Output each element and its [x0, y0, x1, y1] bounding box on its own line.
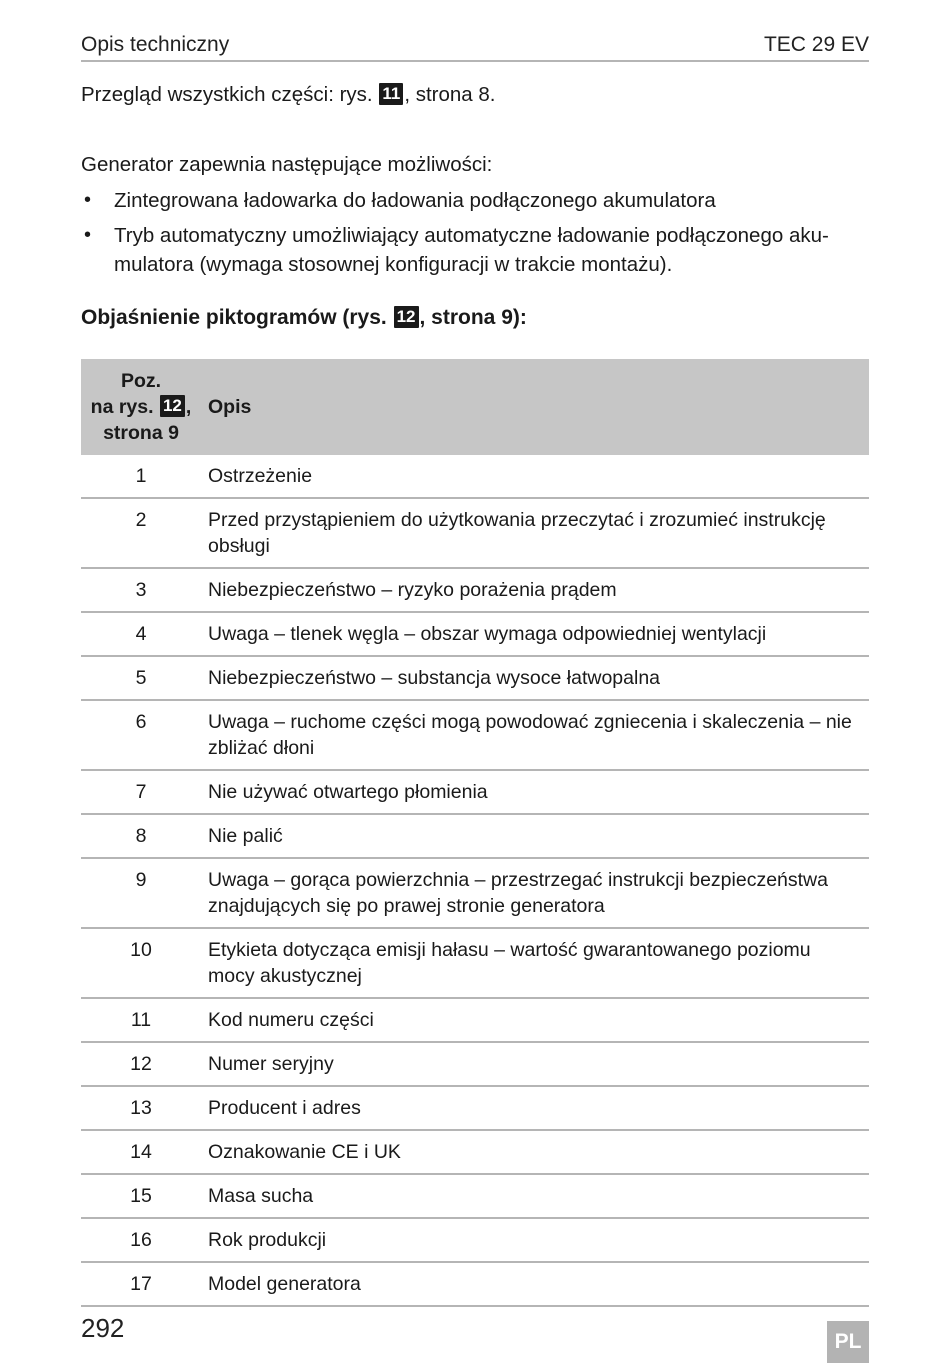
intro-text: Generator zapewnia następujące możliwości:	[81, 153, 493, 176]
pos-header-line2	[81, 394, 201, 420]
table-row	[81, 1130, 869, 1174]
row-position: 1	[81, 455, 201, 498]
row-description: Przed przystąpieniem do użytkowania przeczytać i zrozumieć instrukcję obsługi	[201, 498, 869, 568]
row-description: Producent i adres	[201, 1086, 869, 1130]
table-row	[81, 455, 869, 498]
row-position: 16	[81, 1218, 201, 1262]
row-position: 12	[81, 1042, 201, 1086]
header-model-name: TEC 29 EV	[763, 33, 869, 56]
table-row	[81, 498, 869, 568]
table-row	[81, 656, 869, 700]
table-row	[81, 928, 869, 998]
row-position: 17	[81, 1262, 201, 1306]
header-section-title: Opis techniczny	[81, 33, 230, 56]
page-number: 292	[81, 1313, 125, 1343]
table-row	[81, 1174, 869, 1218]
pos-header-ref: na rys.	[90, 396, 154, 418]
table-row	[81, 858, 869, 928]
feature-item: • Zintegrowana ładowarka do ładowania podłączonego akumulatora	[81, 186, 869, 215]
row-position: 8	[81, 814, 201, 858]
table-row	[81, 814, 869, 858]
row-position: 14	[81, 1130, 201, 1174]
row-description: Oznakowanie CE i UK	[201, 1130, 869, 1174]
overview-prefix: Przegląd wszystkich części: rys.	[81, 83, 373, 106]
figure-12-badge: 12	[394, 306, 419, 328]
column-header-description: Opis	[201, 359, 869, 455]
row-position: 9	[81, 858, 201, 928]
row-description: Masa sucha	[201, 1174, 869, 1218]
pos-header-line1: Poz.	[120, 370, 162, 392]
table-row	[81, 612, 869, 656]
row-description: Etykieta dotycząca emisji hałasu – wartość gwarantowanego poziomu mocy akustycznej	[201, 928, 869, 998]
row-position: 5	[81, 656, 201, 700]
row-description: Kod numeru części	[201, 998, 869, 1042]
row-position: 15	[81, 1174, 201, 1218]
pos-header-comma: ,	[185, 396, 192, 418]
row-position: 11	[81, 998, 201, 1042]
table-header-row	[81, 359, 869, 455]
row-description: Uwaga – ruchome części mogą powodować zgniecenia i skaleczenia – nie zbliżać dłoni	[201, 700, 869, 770]
feature-list	[81, 186, 869, 285]
column-header-position	[81, 359, 201, 455]
table-row	[81, 1218, 869, 1262]
pictogram-table	[81, 359, 869, 1307]
table-row	[81, 700, 869, 770]
row-description: Rok produkcji	[201, 1218, 869, 1262]
pictogram-section-title	[81, 306, 527, 330]
figure-12-badge: 12	[160, 395, 185, 417]
section-prefix: Objaśnienie piktogramów (rys.	[81, 306, 387, 329]
row-position: 6	[81, 700, 201, 770]
row-description: Niebezpieczeństwo – substancja wysoce łatwopalna	[201, 656, 869, 700]
table-row	[81, 1086, 869, 1130]
page-header	[81, 30, 869, 62]
row-position: 2	[81, 498, 201, 568]
row-position: 13	[81, 1086, 201, 1130]
figure-11-badge: 11	[379, 83, 403, 105]
pos-header-line3: strona 9	[103, 422, 179, 444]
table-row	[81, 568, 869, 612]
table-row	[81, 1042, 869, 1086]
table-row	[81, 1262, 869, 1306]
feature-item: • Tryb automatyczny umożliwiający automatyczne ładowanie podłączonego akumulatora (wymaga stosownej konfiguracji w trakcie montażu).	[81, 221, 869, 279]
row-position: 10	[81, 928, 201, 998]
row-description: Ostrzeżenie	[201, 455, 869, 498]
language-badge: PL	[827, 1321, 869, 1363]
section-suffix: , strona 9):	[419, 306, 527, 329]
row-description: Uwaga – tlenek węgla – obszar wymaga odpowiedniej wentylacji	[201, 612, 869, 656]
row-description: Nie palić	[201, 814, 869, 858]
table-row	[81, 998, 869, 1042]
row-description: Numer seryjny	[201, 1042, 869, 1086]
row-description: Model generatora	[201, 1262, 869, 1306]
overview-line	[81, 80, 869, 109]
table-row	[81, 770, 869, 814]
row-position: 3	[81, 568, 201, 612]
row-position: 7	[81, 770, 201, 814]
row-description: Nie używać otwartego płomienia	[201, 770, 869, 814]
row-position: 4	[81, 612, 201, 656]
row-description: Uwaga – gorąca powierzchnia – przestrzegać instrukcji bezpieczeństwa znajdujących się po prawej stronie generatora	[201, 858, 869, 928]
row-description: Niebezpieczeństwo – ryzyko porażenia prądem	[201, 568, 869, 612]
overview-suffix: , strona 8.	[404, 83, 496, 106]
